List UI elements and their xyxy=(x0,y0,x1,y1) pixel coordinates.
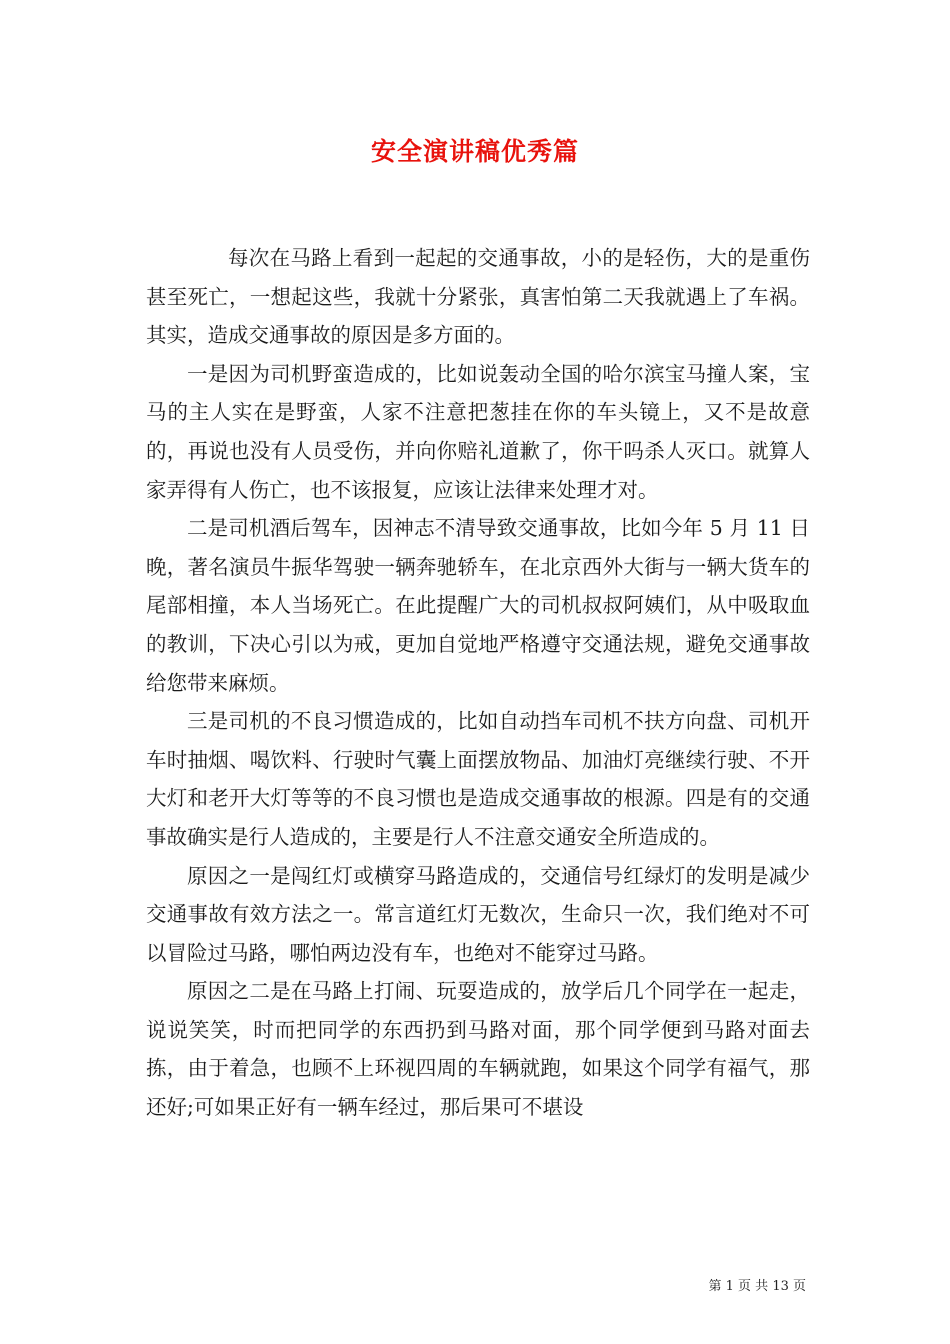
document-title: 安全演讲稿优秀篇 xyxy=(370,137,579,166)
paragraph-playing-on-road: 原因之二是在马路上打闹、玩耍造成的，放学后几个同学在一起走，说说笑笑，时而把同学的东西扔到马路对面，那个同学便到马路对面去拣，由于着急，也顾不上环视四周的车辆就跑，如果这个同学有福气，那还好;可如果正好有一辆车经过，那后果可不堪设 xyxy=(146,979,810,1120)
page-number-footer: 第 1 页 共 13 页 xyxy=(708,1279,806,1294)
paragraph-drunk-driving: 二是司机酒后驾车，因神志不清导致交通事故，比如今年 5 月 11 日晚，著名演员牛振华驾驶一辆奔驰轿车，在北京西外大街与一辆大货车的尾部相撞，本人当场死亡。在此提醒广大的司机叔叔阿姨们，从中吸取血的教训，下决心引以为戒，更加自觉地严格遵守交通法规，避免交通事故给您带来麻烦。 xyxy=(146,516,810,695)
paragraph-red-light: 原因之一是闯红灯或横穿马路造成的，交通信号红绿灯的发明是减少交通事故有效方法之一。常言道红灯无数次，生命只一次，我们绝对不可以冒险过马路，哪怕两边没有车，也绝对不能穿过马路。 xyxy=(146,863,810,965)
paragraph-reckless-drivers: 一是因为司机野蛮造成的，比如说轰动全国的哈尔滨宝马撞人案，宝马的主人实在是野蛮，人家不注意把葱挂在你的车头镜上，又不是故意的，再说也没有人员受伤，并向你赔礼道歉了，你干吗杀人灭口。就算人家弄得有人伤亡，也不该报复，应该让法律来处理才对。 xyxy=(146,361,810,502)
paragraph-intro: 每次在马路上看到一起起的交通事故，小的是轻伤，大的是重伤甚至死亡，一想起这些，我就十分紧张，真害怕第二天我就遇上了车祸。其实，造成交通事故的原因是多方面的。 xyxy=(146,246,810,348)
document-body xyxy=(146,239,810,1127)
paragraph-bad-habits: 三是司机的不良习惯造成的，比如自动挡车司机不扶方向盘、司机开车时抽烟、喝饮料、行驶时气囊上面摆放物品、加油灯亮继续行驶、不开大灯和老开大灯等等的不良习惯也是造成交通事故的根源。四是有的交通事故确实是行人造成的，主要是行人不注意交通安全所造成的。 xyxy=(146,709,810,849)
